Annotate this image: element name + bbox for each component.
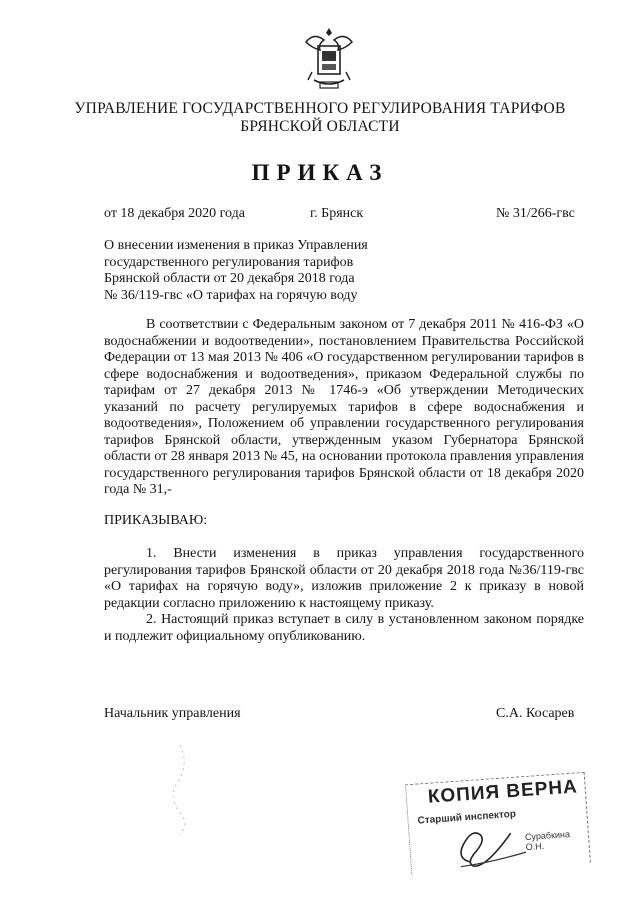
organization-name-line1: УПРАВЛЕНИЕ ГОСУДАРСТВЕННОГО РЕГУЛИРОВАНИЯ ТАРИФОВ (74, 100, 566, 117)
subject-line: О внесении изменения в приказ Управления (104, 238, 368, 253)
subject-line: государственного регулирования тарифов (104, 254, 354, 270)
certified-copy-stamp (405, 772, 591, 876)
order-number: № 31/266-гвс (496, 206, 575, 221)
order-city: г. Брянск (310, 206, 364, 221)
stamp-signer-name: Сурабкина О.Н. (524, 829, 571, 853)
order-subject (104, 238, 404, 304)
coat-of-arms-icon (300, 24, 358, 94)
stamp-title: КОПИЯ ВЕРНА (427, 776, 579, 808)
signatory-name: С.А. Косарев (496, 706, 575, 721)
preamble-paragraph: В соответствии с Федеральным законом от 7 декабря 2011 № 416-ФЗ «О водоснабжении и водоотведении», постановлением Правительства Российской Федерации от 13 мая 2013 № 406 «О государственном регулировании тарифов в сфере водоснабжения и водоотведения», приказом Федеральной службы по тарифам от 27 декабря 2013 № 1746-э «Об утверждении Методических указаний по расчету регулируемых тарифов в сфере водоснабжения и водоотведения», Положением об управлении государственного регулирования тарифов Брянской области, утвержденным указом Губернатора Брянской области от 28 января 2013 № 45, на основании протокола правления управления государственного регулирования тарифов Брянской области от 18 декабря 2020 года № 31,- (104, 317, 584, 497)
organization-name-line2: БРЯНСКОЙ ОБЛАСТИ (240, 118, 400, 135)
stamp-position: Старший инспектор (417, 808, 517, 827)
subject-line: № 36/119-гвс «О тарифах на горячую воду (104, 287, 358, 303)
faint-seal-trace (160, 740, 200, 840)
order-item-2: 2. Настоящий приказ вступает в силу в установленном законом порядке и подлежит официальному опубликованию. (104, 612, 584, 644)
order-item-1: 1. Внести изменения в приказ управления государственного регулирования тарифов Брянской области от 20 декабря 2018 года №36/119-гвс «О тарифах на горячую воду», изложив приложение 2 к приказу в новой редакции согласно приложению к настоящему приказу. (104, 546, 584, 611)
order-date: от 18 декабря 2020 года (104, 206, 245, 221)
signatory-position: Начальник управления (104, 706, 241, 721)
handwritten-signature (438, 818, 531, 872)
subject-line: Брянской области от 20 декабря 2018 года (104, 271, 355, 286)
order-keyword: ПРИКАЗЫВАЮ: (104, 513, 208, 528)
document-title: ПРИКАЗ (251, 160, 389, 185)
